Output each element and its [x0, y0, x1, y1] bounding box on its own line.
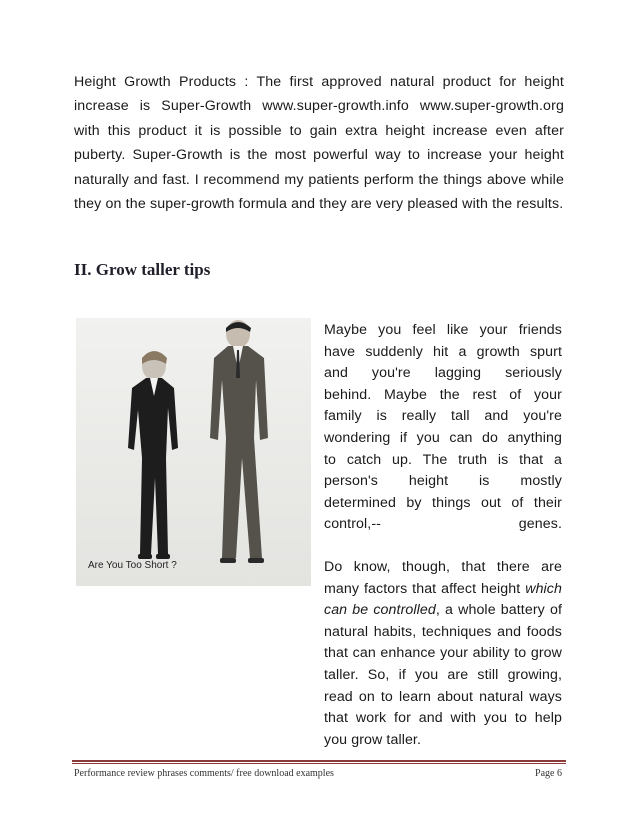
- p2-end: , a whole battery of natural habits, techniques and foods that can enhance your ability to grow taller. So, if you are still growing, read on to learn about natural ways that work for and with you to help you grow taller.: [324, 602, 562, 748]
- column-line: have suddenly hit a growth spurt: [324, 343, 562, 360]
- intro-paragraph: Height Growth Products : The first approved natural product for height increase is Super-Growth www.super-growth.info www.super-growth.org with this product it is possible to gain extra height increase even after puberty. Super-Growth is the most powerful way to increase your height naturally and fast. I recommend my patients perform the things above while they on the super-growth formula and they are very pleased with the results.: [74, 74, 564, 213]
- column-line: wondering if you can do anything: [324, 429, 562, 446]
- section-heading: II. Grow taller tips: [74, 260, 211, 279]
- footer-title: Performance review phrases comments/ free download examples: [74, 768, 334, 779]
- column-line: behind. Maybe the rest of your: [324, 386, 562, 403]
- column-line: family is really tall and you're: [324, 408, 562, 425]
- footer-rule: [72, 760, 566, 764]
- article-photo: [76, 318, 311, 586]
- page-number: Page 6: [535, 768, 562, 779]
- column-paragraph-2: [324, 557, 562, 751]
- tips-column: [324, 320, 562, 751]
- column-line: Maybe you feel like your friends: [324, 322, 562, 338]
- p2-italic: which can be controlled: [324, 580, 562, 619]
- image-caption: Are You Too Short ?: [88, 560, 177, 571]
- column-line: and you're lagging seriously: [324, 365, 562, 382]
- p2-start: Do know, though, that there are many factors that affect height: [324, 558, 562, 597]
- two-men-figure: [76, 318, 311, 586]
- column-line: to catch up. The truth is that a: [324, 451, 562, 468]
- column-line: control,-- genes.: [324, 516, 562, 533]
- column-line: determined by things out of their: [324, 494, 562, 511]
- column-line: person's height is mostly: [324, 473, 562, 490]
